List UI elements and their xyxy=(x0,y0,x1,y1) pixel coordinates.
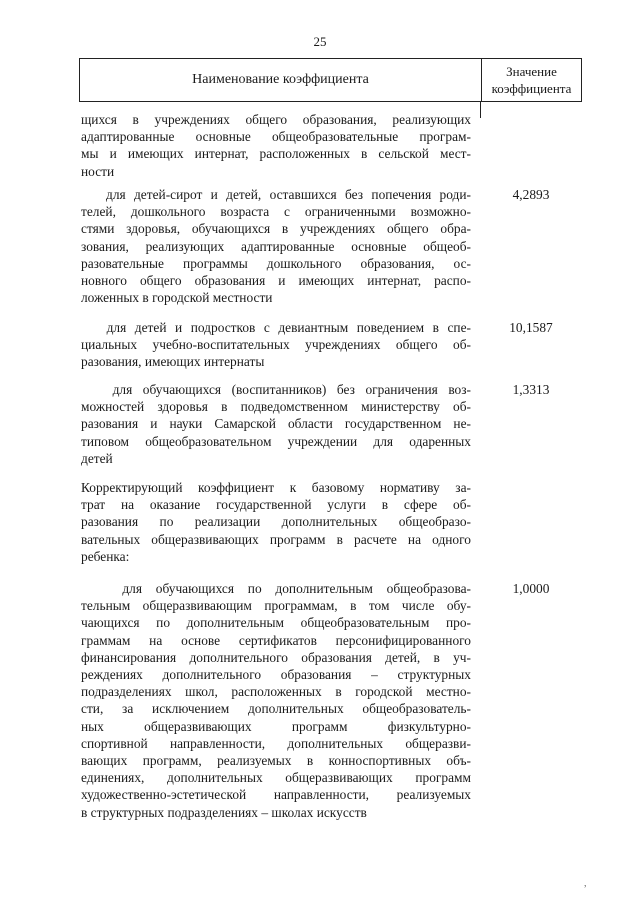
table-row-orphans xyxy=(81,186,471,306)
coefficient-value: 1,3313 xyxy=(512,382,550,397)
text-line: трат на оказание государственной услуги в сфере об- xyxy=(81,497,471,513)
header-coefficient-name: Наименование коэффициента xyxy=(80,59,482,101)
text-line: финансирования дополнительного образования детей, в уч- xyxy=(81,649,471,665)
text-line: реждениях дополнительного образования – структурных xyxy=(81,667,471,683)
text-line: циальных учебно-воспитательных учреждениях общего об- xyxy=(81,337,471,353)
table-row-gifted xyxy=(81,381,471,467)
text-line: ности xyxy=(81,163,115,179)
text-line: Корректирующий коэффициент к базовому нормативу за- xyxy=(81,480,471,495)
text-line: разования по реализации дополнительных общеобразо- xyxy=(81,514,471,530)
scan-speck: , xyxy=(584,878,587,889)
text-line: можностей здоровья в подведомственном министерству об- xyxy=(81,399,471,415)
coefficient-value: 1,0000 xyxy=(512,581,550,596)
text-line: новного общего образования и имеющих интернат, распо- xyxy=(81,273,471,289)
text-line: для детей-сирот и детей, оставшихся без попечения роди- xyxy=(81,187,471,202)
text-line: телей, дошкольного возраста с ограниченными возможно- xyxy=(81,204,471,220)
page-number: 25 xyxy=(313,34,327,49)
table-row-section-heading xyxy=(81,479,471,565)
text-line: единениях, дополнительных общеразвивающих программ xyxy=(81,770,471,786)
text-line: ных общеразвивающих программ физкультурно- xyxy=(81,718,471,734)
text-line: разования и науки Самарской области государственном не- xyxy=(81,416,471,432)
text-line: граммам на основе сертификатов персонифицированного xyxy=(81,632,471,648)
text-line: спортивной направленности, дополнительных общеразви- xyxy=(81,735,471,751)
text-line: щихся в учреждениях общего образования, реализующих xyxy=(81,112,471,127)
text-line: художественно-эстетической направленности, реализуемых xyxy=(81,787,471,803)
table-row-deviant xyxy=(81,319,471,371)
text-line: сти, за исключением дополнительных общеобразователь- xyxy=(81,701,471,717)
text-line: стями здоровья, обучающихся в учреждениях общего обра- xyxy=(81,221,471,237)
text-line: детей xyxy=(81,450,113,466)
text-line: ребенка: xyxy=(81,548,130,564)
table-header xyxy=(79,58,582,102)
text-line: разования, имеющих интернаты xyxy=(81,354,265,370)
text-line: типовом общеобразовательном учреждении для одаренных xyxy=(81,433,471,449)
column-divider xyxy=(480,102,481,118)
text-line: для обучающихся (воспитанников) без ограничения воз- xyxy=(81,382,471,397)
text-line: зования, реализующих адаптированные основные общеоб- xyxy=(81,238,471,254)
coefficient-value: 4,2893 xyxy=(512,187,550,202)
text-line: вательных общеразвивающих программ в расчете на одного xyxy=(81,531,471,547)
text-line: в структурных подразделениях – школах искусств xyxy=(81,804,367,820)
coefficient-value: 10,1587 xyxy=(509,320,553,335)
header-coefficient-value: Значение коэффициента xyxy=(491,64,572,96)
table-row-continuation xyxy=(81,111,471,180)
table-row-additional-education xyxy=(81,580,471,821)
text-line: тельным общеразвивающим программам, в том числе обу- xyxy=(81,598,471,614)
text-line: чающихся по дополнительным общеобразовательным про- xyxy=(81,615,471,631)
text-line: мы и имеющих интернат, расположенных в сельской мест- xyxy=(81,146,471,162)
text-line: подразделениях школ, расположенных в городской местно- xyxy=(81,684,471,700)
text-line: адаптированные основные общеобразовательные програм- xyxy=(81,129,471,145)
text-line: ложенных в городской местности xyxy=(81,290,273,306)
text-line: разовательные программы дошкольного образования, ос- xyxy=(81,255,471,271)
text-line: для детей и подростков с девиантным поведением в спе- xyxy=(81,320,471,335)
text-line: вающих программ, реализуемых в конноспортивных объ- xyxy=(81,753,471,769)
text-line: для обучающихся по дополнительным общеобразова- xyxy=(81,581,471,596)
